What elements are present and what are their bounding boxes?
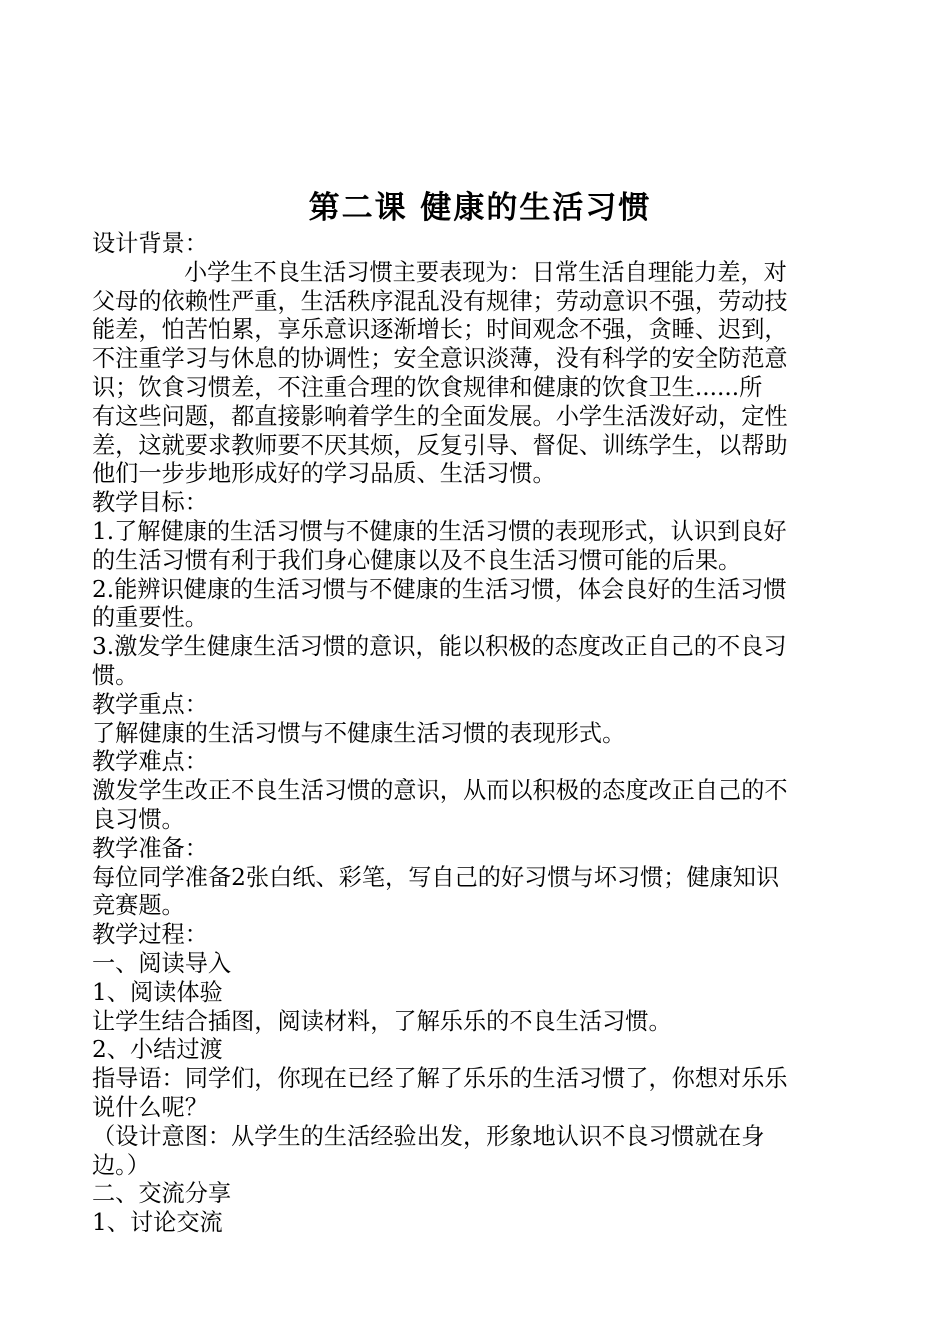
paragraph-line: 良习惯。 bbox=[92, 805, 185, 833]
paragraph-line: 说什么呢？ bbox=[92, 1093, 208, 1121]
section-heading-key-points: 教学重点： bbox=[92, 690, 208, 718]
goal-item-line: 3.激发学生健康生活习惯的意识，能以积极的态度改正自己的不良习 bbox=[92, 633, 787, 661]
subsection-heading: 二、交流分享 bbox=[92, 1180, 232, 1208]
section-heading-difficulties: 教学难点： bbox=[92, 748, 208, 776]
section-heading-process: 教学过程： bbox=[92, 921, 208, 949]
section-heading-teaching-goals: 教学目标： bbox=[92, 489, 208, 517]
goal-item-line: 的生活习惯有利于我们身心健康以及不良生活习惯可能的后果。 bbox=[92, 546, 742, 574]
paragraph-line: 他们一步步地形成好的学习品质、生活习惯。 bbox=[92, 460, 556, 488]
document-title: 第二课 健康的生活习惯 bbox=[308, 190, 652, 226]
step-heading: 1、讨论交流 bbox=[92, 1209, 223, 1237]
paragraph-line: 差，这就要求教师要不厌其烦，反复引导、督促、训练学生，以帮助 bbox=[92, 431, 788, 459]
design-intent-line: 边。） bbox=[92, 1151, 150, 1179]
paragraph-line: 让学生结合插图，阅读材料，了解乐乐的不良生活习惯。 bbox=[92, 1007, 672, 1035]
goal-item-line: 2.能辨识健康的生活习惯与不健康的生活习惯，体会良好的生活习惯 bbox=[92, 575, 787, 603]
paragraph-line: 小学生不良生活习惯主要表现为：日常生活自理能力差，对 bbox=[184, 258, 787, 286]
step-heading: 2、小结过渡 bbox=[92, 1036, 223, 1064]
step-heading: 1、阅读体验 bbox=[92, 978, 223, 1006]
paragraph-line: 父母的依赖性严重，生活秩序混乱没有规律；劳动意识不强，劳动技 bbox=[92, 287, 788, 315]
subsection-heading: 一、阅读导入 bbox=[92, 949, 232, 977]
paragraph-line: 识；饮食习惯差，不注重合理的饮食规律和健康的饮食卫生......所 bbox=[92, 373, 763, 401]
paragraph-line: 了解健康的生活习惯与不健康生活习惯的表现形式。 bbox=[92, 719, 626, 747]
paragraph-line: 能差，怕苦怕累，享乐意识逐渐增长；时间观念不强，贪睡、迟到， bbox=[92, 316, 788, 344]
goal-item-line: 1.了解健康的生活习惯与不健康的生活习惯的表现形式，认识到良好 bbox=[92, 517, 787, 545]
paragraph-line: 每位同学准备2张白纸、彩笔，写自己的好习惯与坏习惯；健康知识 bbox=[92, 863, 780, 891]
goal-item-line: 的重要性。 bbox=[92, 604, 208, 632]
design-intent-line: （设计意图：从学生的生活经验出发，形象地认识不良习惯就在身 bbox=[92, 1122, 765, 1150]
paragraph-line: 激发学生改正不良生活习惯的意识，从而以积极的态度改正自己的不 bbox=[92, 777, 788, 805]
section-heading-preparation: 教学准备： bbox=[92, 834, 208, 862]
paragraph-line: 指导语：同学们，你现在已经了解了乐乐的生活习惯了，你想对乐乐 bbox=[92, 1065, 788, 1093]
section-heading-design-background: 设计背景： bbox=[92, 230, 208, 257]
paragraph-line: 有这些问题，都直接影响着学生的全面发展。小学生活泼好动，定性 bbox=[92, 402, 788, 430]
paragraph-line: 竞赛题。 bbox=[92, 892, 185, 920]
document-page bbox=[92, 186, 858, 1238]
paragraph-line: 不注重学习与休息的协调性；安全意识淡薄，没有科学的安全防范意 bbox=[92, 345, 788, 373]
goal-item-line: 惯。 bbox=[92, 661, 139, 689]
